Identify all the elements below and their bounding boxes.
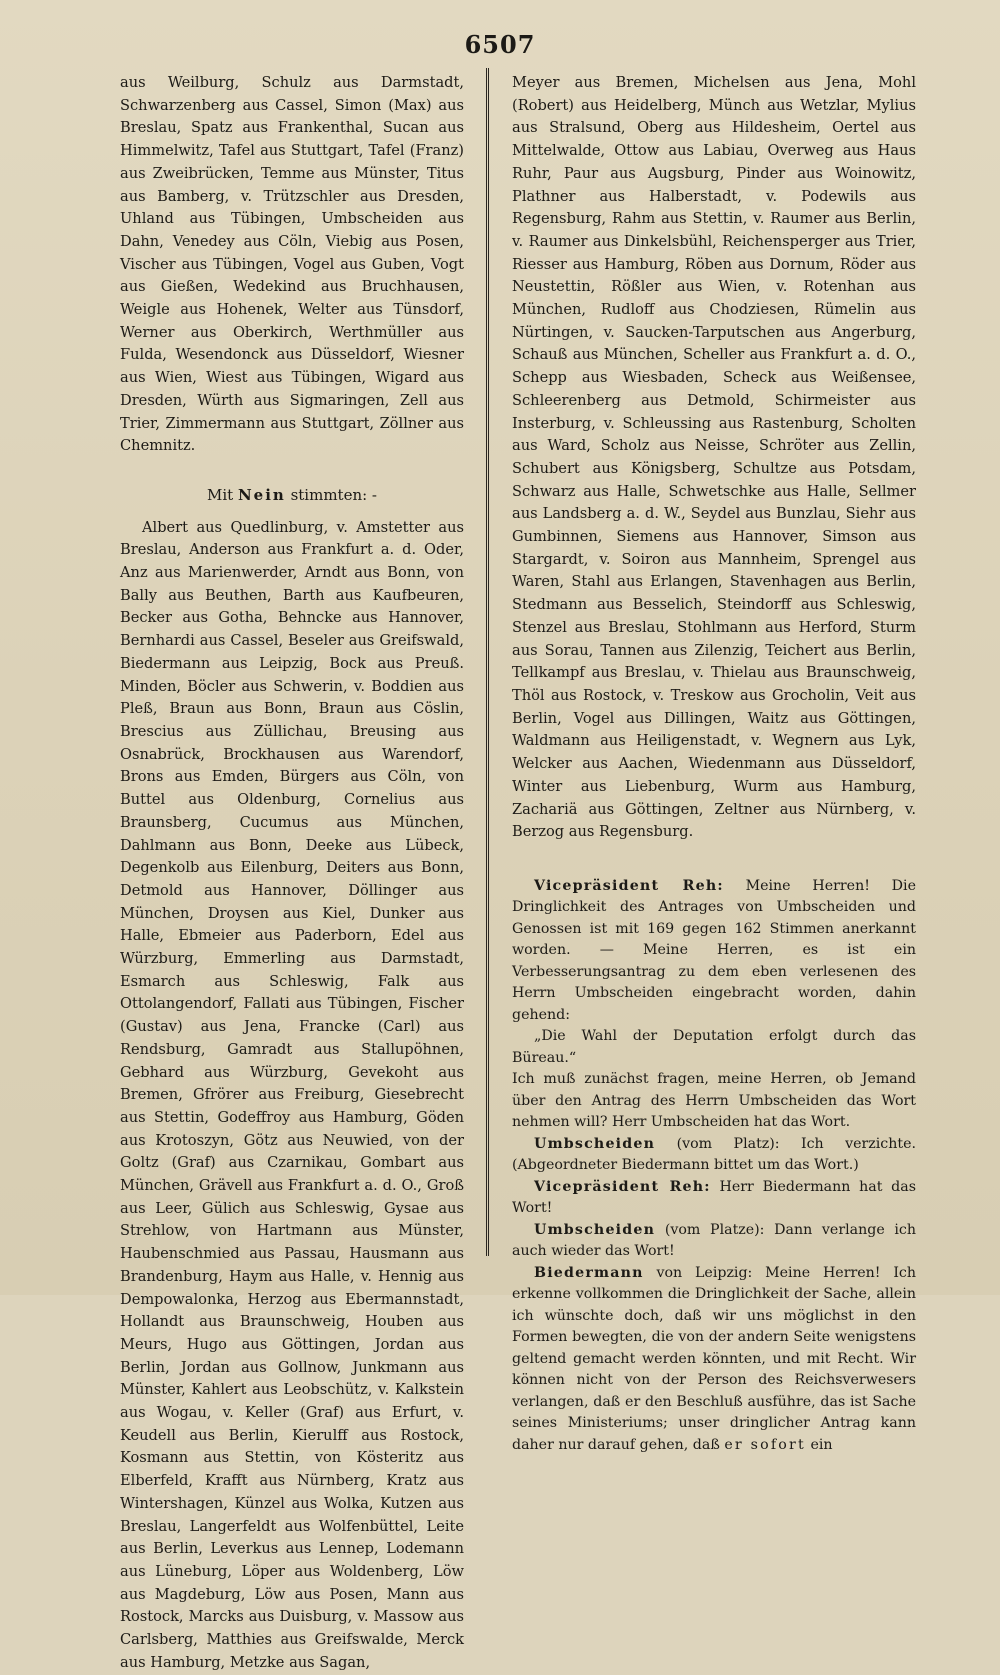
yes-voters-continuation: aus Weilburg, Schulz aus Darmstadt, Schwarzenberg aus Cassel, Simon (Max) aus Breslau, Spatz aus Frankenthal, Sucan aus Himmelwitz, Tafel aus Stuttgart, Tafel (Franz) aus Zweibrücken, Temme aus Münster, Titus aus Bamberg, v. Trützschler aus Dresden, Uhland aus Tübingen, Umbscheiden aus Dahn, Venedey aus Cöln, Viebig aus Posen, Vischer aus Tübingen, Vogel aus Guben, Vogt aus Gießen, Wedekind aus Bruchhausen, Weigle aus Hohenek, Welter aus Tünsdorf, Werner aus Oberkirch, Werthmüller aus Fulda, Wesendonck aus Düsseldorf, Wiesner aus Wien, Wiest aus Tübingen, Wigard aus Dresden, Würth aus Sigmaringen, Zell aus Trier, Zimmermann aus Stuttgart, Zöllner aus Chemnitz. xyxy=(120,74,464,455)
speech-text: (vom Platz): Ich verzichte. (Abgeordneter Biedermann bittet um das Wort.) xyxy=(512,1135,916,1174)
speech-text-continued: Ich muß zunächst fragen, meine Herren, ob Jemand über den Antrag des Herrn Umbscheiden das Wort nehmen will? Herr Umbscheiden hat das Wort. xyxy=(512,1071,916,1131)
quoted-motion: „Die Wahl der Deputation erfolgt durch das Büreau.“ xyxy=(512,1028,916,1066)
speaker-name: Umbscheiden xyxy=(534,1221,656,1238)
column-divider xyxy=(486,68,489,1256)
heading-nein: Nein xyxy=(237,485,286,504)
speech-text: Herr Biedermann hat das Wort! xyxy=(512,1178,916,1217)
speaker-name: Umbscheiden xyxy=(534,1135,656,1152)
section-break xyxy=(512,844,916,876)
right-column xyxy=(512,72,916,1456)
speech-vicepresident-2 xyxy=(512,1177,916,1220)
left-column xyxy=(120,72,464,1675)
speech-biedermann xyxy=(512,1263,916,1457)
nay-votes-heading xyxy=(120,484,464,507)
speaker-name: Biedermann xyxy=(534,1264,644,1281)
heading-suffix: stimmten: - xyxy=(290,485,378,504)
speaker-name: Vicepräsident Reh: xyxy=(534,1178,711,1195)
speech-text-end: ein xyxy=(810,1436,833,1453)
speech-umbscheiden-2 xyxy=(512,1220,916,1263)
nay-voters-list-continued: Meyer aus Bremen, Michelsen aus Jena, Mohl (Robert) aus Heidelberg, Münch aus Wetzlar, Mylius aus Stralsund, Oberg aus Hildesheim, Oertel aus Mittelwalde, Ottow aus Labiau, Overweg aus Haus Ruhr, Paur aus Augsburg, Pinder aus Woinowitz, Plathner aus Halberstadt, v. Podewils aus Regensburg, Rahm aus Stettin, v. Raumer aus Berlin, v. Raumer aus Dinkelsbühl, Reichensperger aus Trier, Riesser aus Hamburg, Röben aus Dornum, Röder aus Neustettin, Rößler aus Wien, v. Rotenhan aus München, Rudloff aus Chodziesen, Rümelin aus Nürtingen, v. Saucken-Tarputschen aus Angerburg, Schauß aus München, Scheller aus Frankfurt a. d. O., Schepp aus Wiesbaden, Scheck aus Weißensee, Schleerenberg aus Detmold, Schirmeister aus Insterburg, v. Schleussing aus Rastenburg, Scholten aus Ward, Scholz aus Neisse, Schröter aus Zellin, Schubert aus Königsberg, Schultze aus Potsdam, Schwarz aus Halle, Schwetschke aus Halle, Sellmer aus Landsberg a. d. W., Seydel aus Bunzlau, Siehr aus Gumbinnen, Siemens aus Hannover, Simson aus Stargardt, v. Soiron aus Mannheim, Sprengel aus Waren, Stahl aus Erlangen, Stavenhagen aus Berlin, Stedmann aus Besselich, Steindorff aus Schleswig, Stenzel aus Breslau, Stohlmann aus Herford, Sturm aus Sorau, Tannen aus Zilenzig, Teichert aus Berlin, Tellkampf aus Breslau, v. Thielau aus Braunschweig, Thöl aus Rostock, v. Treskow aus Grocholin, Veit aus Berlin, Vogel aus Dillingen, Waitz aus Göttingen, Waldmann aus Heiligenstadt, v. Wegnern aus Lyk, Welcker aus Aachen, Wiedenmann aus Düsseldorf, Winter aus Liebenburg, Wurm aus Hamburg, Zachariä aus Göttingen, Zeltner aus Nürnberg, v. Berzog aus Regensburg. xyxy=(512,74,916,841)
speech-vicepresident-1 xyxy=(512,876,916,1027)
speech-text: Meine Herren! Die Dringlichkeit des Antrages von Umbscheiden und Genossen ist mit 169 gegen 162 Stimmen anerkannt worden. — Meine Herren, es ist ein Verbesserungsantrag zu dem eben verlesenen des Herrn Umbscheiden eingebracht worden, dahin gehend: xyxy=(512,877,916,1023)
nay-voters-list: Albert aus Quedlinburg, v. Amstetter aus Breslau, Anderson aus Frankfurt a. d. Oder, Anz aus Marienwerder, Arndt aus Bonn, von Bally aus Beuthen, Barth aus Kaufbeuren, Becker aus Gotha, Behncke aus Hannover, Bernhardi aus Cassel, Beseler aus Greifswald, Biedermann aus Leipzig, Bock aus Preuß. Minden, Böcler aus Schwerin, v. Boddien aus Pleß, Braun aus Bonn, Braun aus Cöslin, Brescius aus Züllichau, Breusing aus Osnabrück, Brockhausen aus Warendorf, Brons aus Emden, Bürgers aus Cöln, von Buttel aus Oldenburg, Cornelius aus Braunsberg, Cucumus aus München, Dahlmann aus Bonn, Deeke aus Lübeck, Degenkolb aus Eilenburg, Deiters aus Bonn, Detmold aus Hannover, Döllinger aus München, Droysen aus Kiel, Dunker aus Halle, Ebmeier aus Paderborn, Edel aus Würzburg, Emmerling aus Darmstadt, Esmarch aus Schleswig, Falk aus Ottolangendorf, Fallati aus Tübingen, Fischer (Gustav) aus Jena, Francke (Carl) aus Rendsburg, Gamradt aus Stallupöhnen, Gebhard aus Würzburg, Gevekoht aus Bremen, Gfrörer aus Freiburg, Giesebrecht aus Stettin, Godeffroy aus Hamburg, Göden aus Krotoszyn, Götz aus Neuwied, von der Goltz (Graf) aus Czarnikau, Gombart aus München, Grävell aus Frankfurt a. d. O., Groß aus Leer, Gülich aus Schleswig, Gysae aus Strehlow, von Hartmann aus Münster, Haubenschmied aus Passau, Hausmann aus Brandenburg, Haym aus Halle, v. Hennig aus Dempowalonka, Herzog aus Ebermannstadt, Hollandt aus Braunschweig, Houben aus Meurs, Hugo aus Göttingen, Jordan aus Berlin, Jordan aus Gollnow, Junkmann aus Münster, Kahlert aus Leobschütz, v. Kalkstein aus Wogau, v. Keller (Graf) aus Erfurt, v. Keudell aus Berlin, Kierulff aus Rostock, Kosmann aus Stettin, von Kösteritz aus Elberfeld, Krafft aus Nürnberg, Kratz aus Wintershagen, Künzel aus Wolka, Kutzen aus Breslau, Langerfeldt aus Wolfenbüttel, Leite aus Berlin, Leverkus aus Lennep, Lodemann aus Lüneburg, Löper aus Woldenberg, Löw aus Magdeburg, Löw aus Posen, Mann aus Rostock, Marcks aus Duisburg, v. Massow aus Carlsberg, Matthies aus Greifswalde, Merck aus Hamburg, Metzke aus Sagan, xyxy=(120,518,464,1671)
page-number: 6507 xyxy=(464,30,536,59)
emphasized-text: er sofort xyxy=(724,1436,806,1453)
speech-text: (vom Platze): Dann verlange ich auch wieder das Wort! xyxy=(512,1221,917,1260)
heading-prefix: Mit xyxy=(206,485,234,504)
speech-umbscheiden-1 xyxy=(512,1134,916,1177)
speech-text: von Leipzig: Meine Herren! Ich erkenne vollkommen die Dringlichkeit der Sache, allein ich wünschte doch, daß wir uns möglichst in den Formen bewegten, die von der andern Seite wenigstens geltend gemacht werden könnten, und mit Recht. Wir können nicht von der Person des Reichsverwesers verlangen, daß er den Beschluß ausführe, das ist Sache seines Ministeriums; unser dringlicher Antrag kann daher nur darauf gehen, daß xyxy=(512,1264,917,1453)
speaker-name: Vicepräsident Reh: xyxy=(534,877,724,894)
